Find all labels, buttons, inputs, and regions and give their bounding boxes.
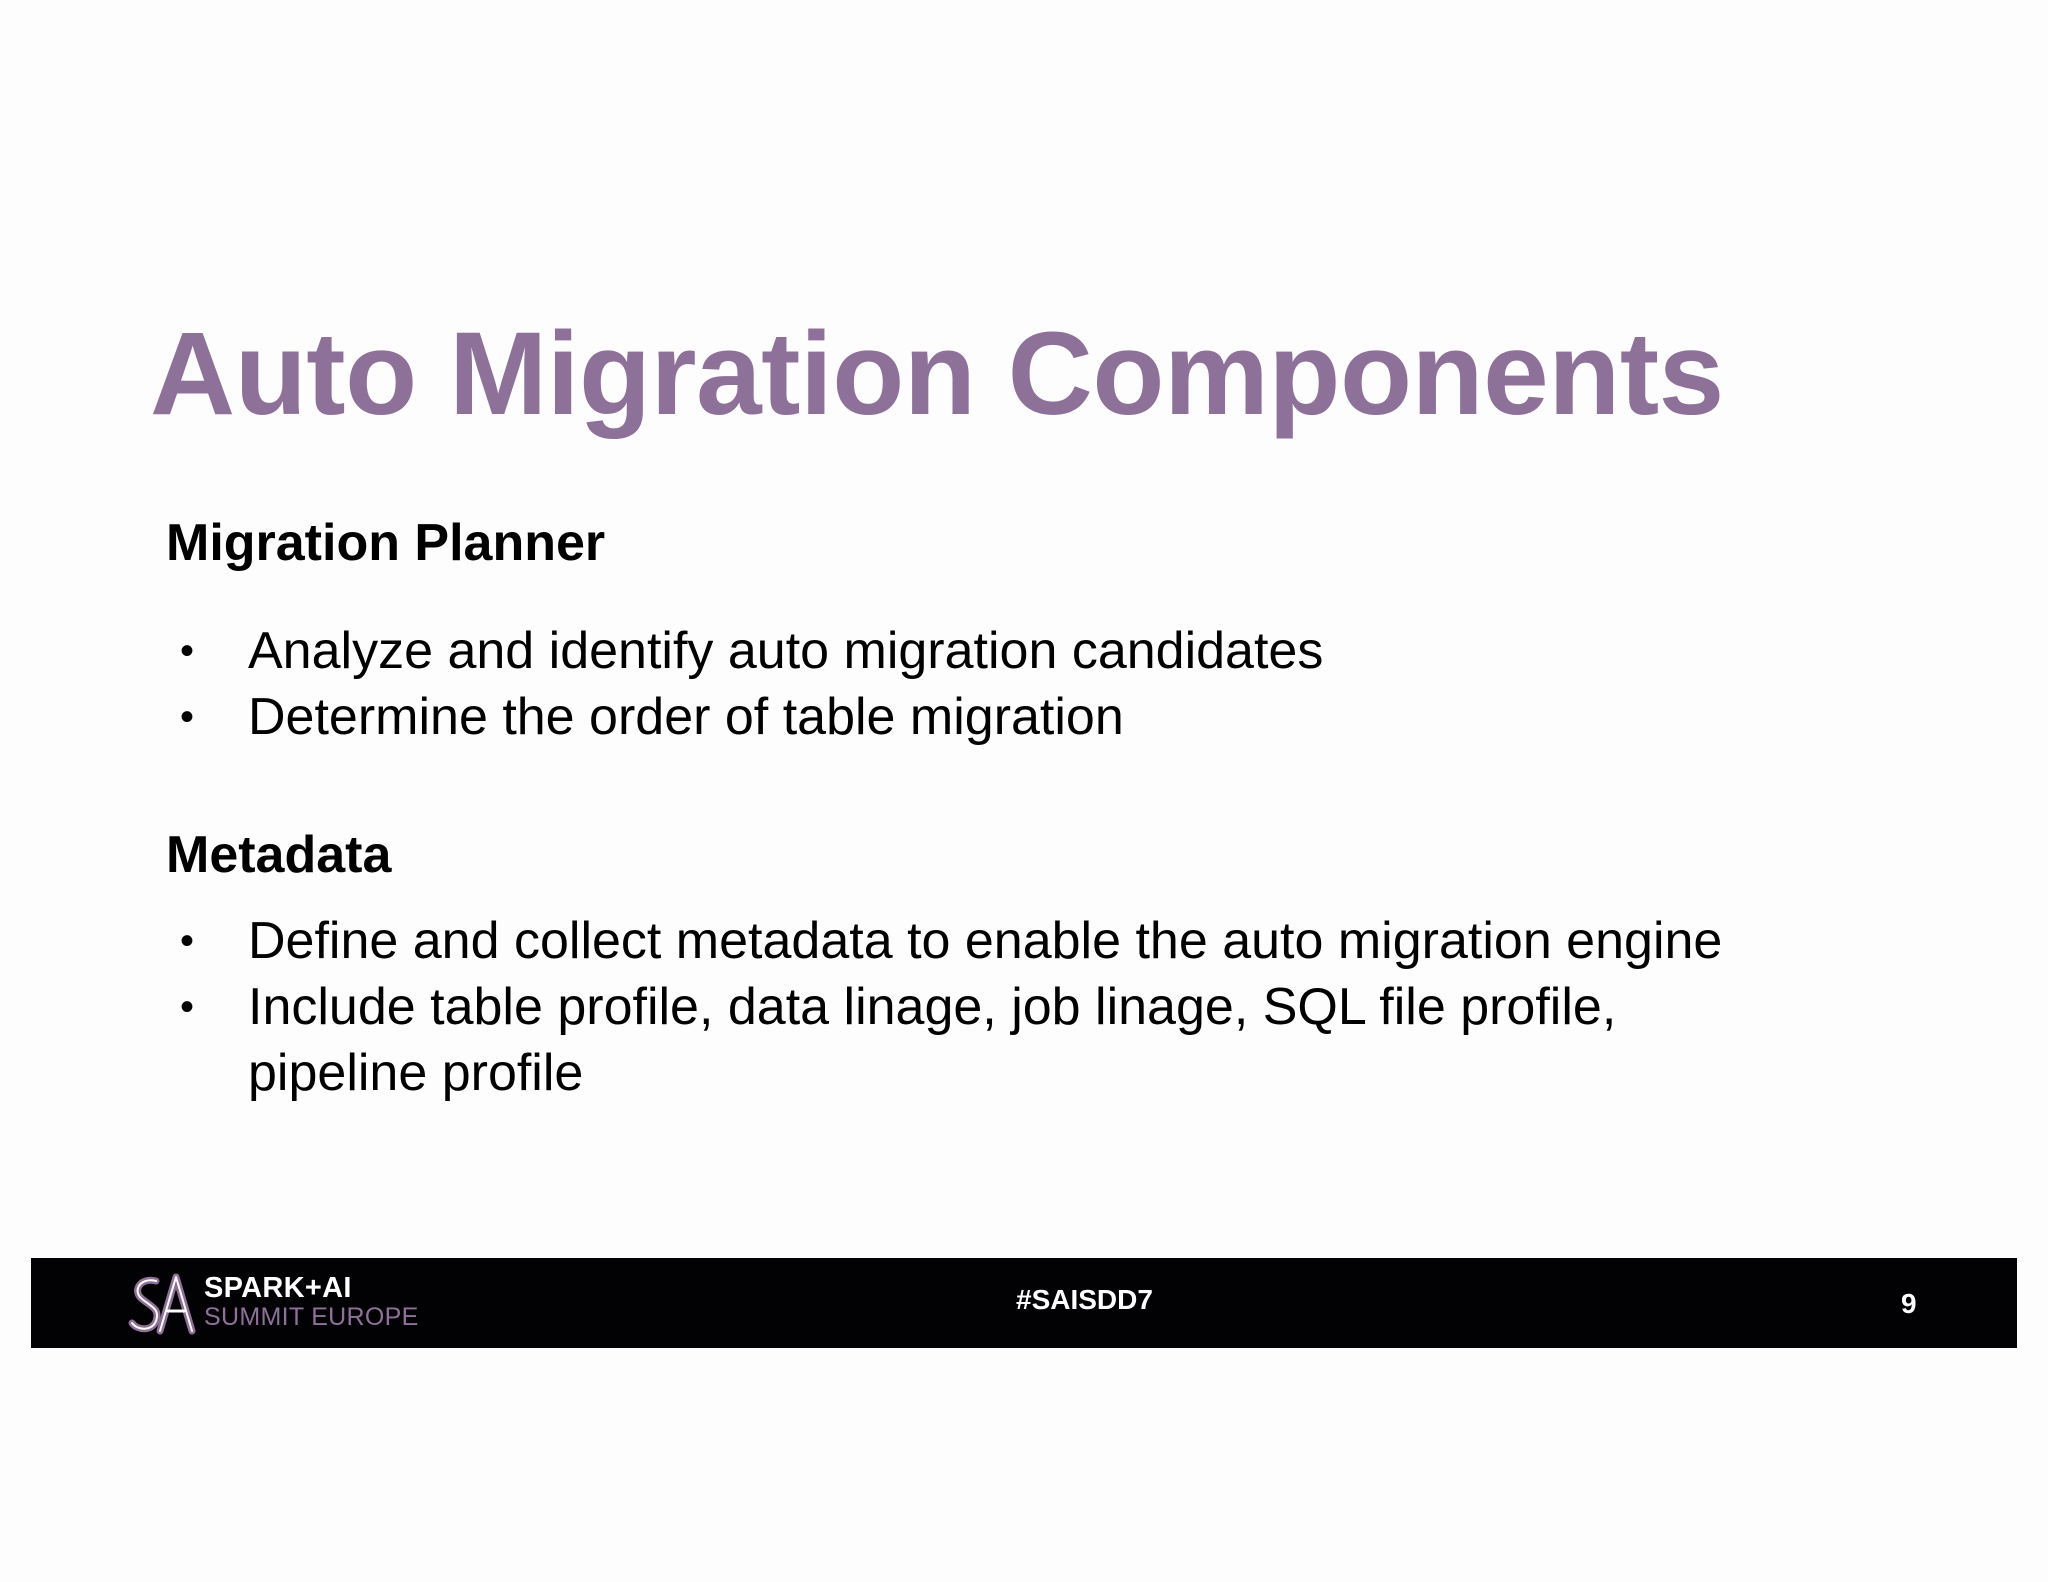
bullet-item <box>166 908 1726 974</box>
page-number: 9 <box>1901 1288 1917 1319</box>
bullet-item <box>166 974 1726 1106</box>
bullet-item <box>166 618 1726 684</box>
bullet-text: Define and collect metadata to enable the auto migration engine <box>248 912 1723 970</box>
bullet-text: Analyze and identify auto migration candidates <box>248 622 1324 680</box>
section-heading-migration-planner: Migration Planner <box>166 514 606 572</box>
bullet-icon: • <box>180 985 195 1029</box>
bullet-icon: • <box>180 629 195 673</box>
spark-ai-summit-logo-icon <box>126 1271 198 1337</box>
bullet-text: Determine the order of table migration <box>248 688 1124 746</box>
event-hashtag: #SAISDD7 <box>1016 1284 1153 1315</box>
bullet-item <box>166 684 1726 750</box>
bullet-icon: • <box>180 695 195 739</box>
logo-wordmark <box>204 1274 419 1330</box>
section-heading-metadata: Metadata <box>166 826 392 884</box>
bullet-list-migration-planner <box>166 618 1726 750</box>
bullet-list-metadata <box>166 908 1726 1106</box>
footer-bar <box>31 1258 2017 1348</box>
logo-line-1: SPARK+AI <box>204 1272 352 1304</box>
bullet-text: Include table profile, data linage, job linage, SQL file profile, pipeline profile <box>248 978 1617 1102</box>
logo-line-2: SUMMIT EUROPE <box>204 1303 419 1331</box>
bullet-icon: • <box>180 919 195 963</box>
slide-title: Auto Migration Components <box>150 308 1724 440</box>
